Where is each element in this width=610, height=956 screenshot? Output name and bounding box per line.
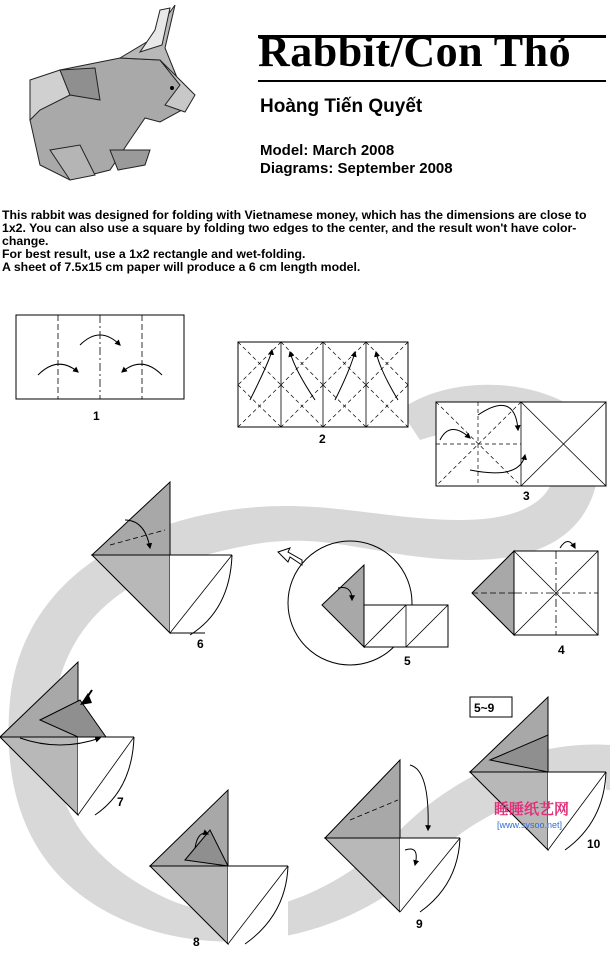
- step-7-number: 7: [117, 795, 124, 809]
- step-2-number: 2: [319, 432, 326, 446]
- watermark-url: [www.sysoo.net]: [497, 820, 563, 830]
- step-range-label: 5~9: [474, 701, 495, 715]
- title-bottom-rule: [258, 80, 606, 82]
- date-info: [260, 142, 453, 178]
- watermark-site-name: 睡睡纸艺网: [494, 801, 570, 818]
- step-8-number: 8: [193, 935, 200, 949]
- step-6-diagram: [92, 482, 232, 635]
- step-10-number: 10: [587, 837, 601, 851]
- page-title: Rabbit/Con Thỏ: [258, 27, 572, 76]
- intro-line-3: A sheet of 7.5x15 cm paper will produce a 6 cm length model.: [2, 260, 361, 274]
- step-2-diagram: [238, 342, 408, 427]
- diagrams-date: Diagrams: September 2008: [260, 160, 453, 177]
- author-name: Hoàng Tiến Quyết: [260, 96, 423, 117]
- step-1-diagram: [16, 315, 184, 399]
- rabbit-model-illustration: [30, 5, 195, 180]
- step-3-number: 3: [523, 489, 530, 503]
- intro-line-1: This rabbit was designed for folding with Vietnamese money, which has the dimensions are close to 1x2. You can also use a square by folding two edges to the center, and the result won't have color-change.: [2, 208, 587, 248]
- model-date: Model: March 2008: [260, 142, 395, 159]
- step-3-diagram: [436, 402, 606, 486]
- step-6-number: 6: [197, 637, 204, 651]
- step-4-number: 4: [558, 643, 565, 657]
- step-1-number: 1: [93, 409, 100, 423]
- intro-text: [2, 209, 606, 274]
- step-5-diagram: [278, 541, 448, 665]
- step-9-number: 9: [416, 917, 423, 931]
- step-5-number: 5: [404, 654, 411, 668]
- intro-line-2: For best result, use a 1x2 rectangle and wet-folding.: [2, 247, 306, 261]
